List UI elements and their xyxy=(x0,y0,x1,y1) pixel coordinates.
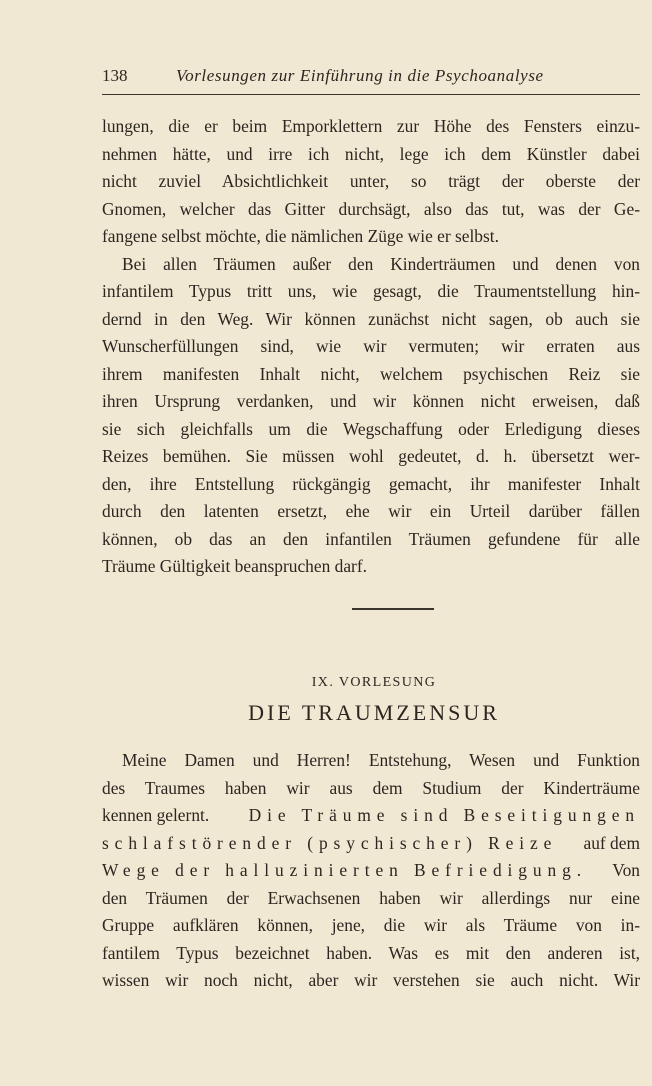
paragraph xyxy=(102,251,640,581)
text-line: fantilem Typus bezeichnet haben. Was es mit den anderen ist, xyxy=(102,942,640,963)
emphasis-spaced-text: Die Träume sind Beseitigungen xyxy=(248,805,640,825)
text-line: durch den latenten ersetzt, ehe wir ein Urteil darüber fällen xyxy=(102,501,640,521)
text-line: ihren Ursprung verdanken, und wir können nicht erweisen, daß xyxy=(102,391,640,411)
text-line: Meine Damen und Herren! Entstehung, Wesen und Funktion xyxy=(122,750,640,770)
running-head-title: Vorlesungen zur Einführung in die Psychoanalyse xyxy=(176,66,544,85)
text-line: des Traumes haben wir aus dem Studium der Kinderträume xyxy=(102,777,640,798)
chapter-opening-paragraph xyxy=(102,747,640,995)
text-line: den Träumen der Erwachsenen haben wir allerdings nur eine xyxy=(102,887,640,908)
text-line: kennen gelernt. Die Träume sind Beseitigungen xyxy=(102,802,640,830)
text-line: Träume Gültigkeit beanspruchen darf. xyxy=(102,556,367,576)
paragraph-continuation xyxy=(102,113,640,251)
running-head xyxy=(102,66,640,90)
text-line: wissen wir noch nicht, aber wir verstehen sie auch nicht. Wir xyxy=(102,970,640,990)
text-line: Gruppe aufklären können, jene, die wir als Träume von in- xyxy=(102,915,640,935)
text-line: können, ob das an den infantilen Träumen gefundene für alle xyxy=(102,528,640,549)
text-line: fangene selbst möchte, die nämlichen Züge wie er selbst. xyxy=(102,226,499,246)
text-line: ihrem manifesten Inhalt nicht, welchem psychischen Reiz sie xyxy=(102,363,640,384)
chapter-title: DIE TRAUMZENSUR xyxy=(248,700,500,725)
text-line: schlafstörender (psychischer) Reize auf dem xyxy=(102,830,640,858)
emphasis-spaced-text: schlafstörender (psychischer) Reize xyxy=(102,832,558,853)
text-line: sie sich gleichfalls um die Wegschaffung oder Erledigung dieses xyxy=(102,418,640,439)
text-line: lungen, die er beim Emporklettern zur Höhe des Fensters einzu- xyxy=(102,116,640,136)
text-line: nehmen hätte, und irre ich nicht, lege ich dem Künstler dabei xyxy=(102,143,640,164)
emphasis-spaced-text: Wege der halluzinierten Befriedigung. xyxy=(102,860,588,880)
text-line: den, ihre Entstellung rückgängig gemacht, ihr manifester Inhalt xyxy=(102,473,640,494)
text-line: nicht zuviel Absichtlichkeit unter, so trägt der oberste der xyxy=(102,171,640,191)
text-line: Reizes bemühen. Sie müssen wohl gedeutet, d. h. übersetzt wer- xyxy=(102,446,640,466)
section-break-rule xyxy=(352,608,434,610)
text-line: Wege der halluzinierten Befriedigung. Von xyxy=(102,857,640,885)
header-rule xyxy=(102,94,640,95)
text-line: Wunscherfüllungen sind, wie wir vermuten; wir erraten aus xyxy=(102,336,640,356)
lecture-number: IX. VORLESUNG xyxy=(311,675,437,690)
text-line: Bei allen Träumen außer den Kinderträumen und denen von xyxy=(122,253,640,274)
text-line: dernd in den Weg. Wir können zunächst nicht sagen, ob auch sie xyxy=(102,308,640,329)
page-number: 138 xyxy=(102,66,128,85)
text-line: Gnomen, welcher das Gitter durchsägt, also das tut, was der Ge- xyxy=(102,198,640,219)
text-line: infantilem Typus tritt uns, wie gesagt, die Traumentstellung hin- xyxy=(102,281,640,301)
